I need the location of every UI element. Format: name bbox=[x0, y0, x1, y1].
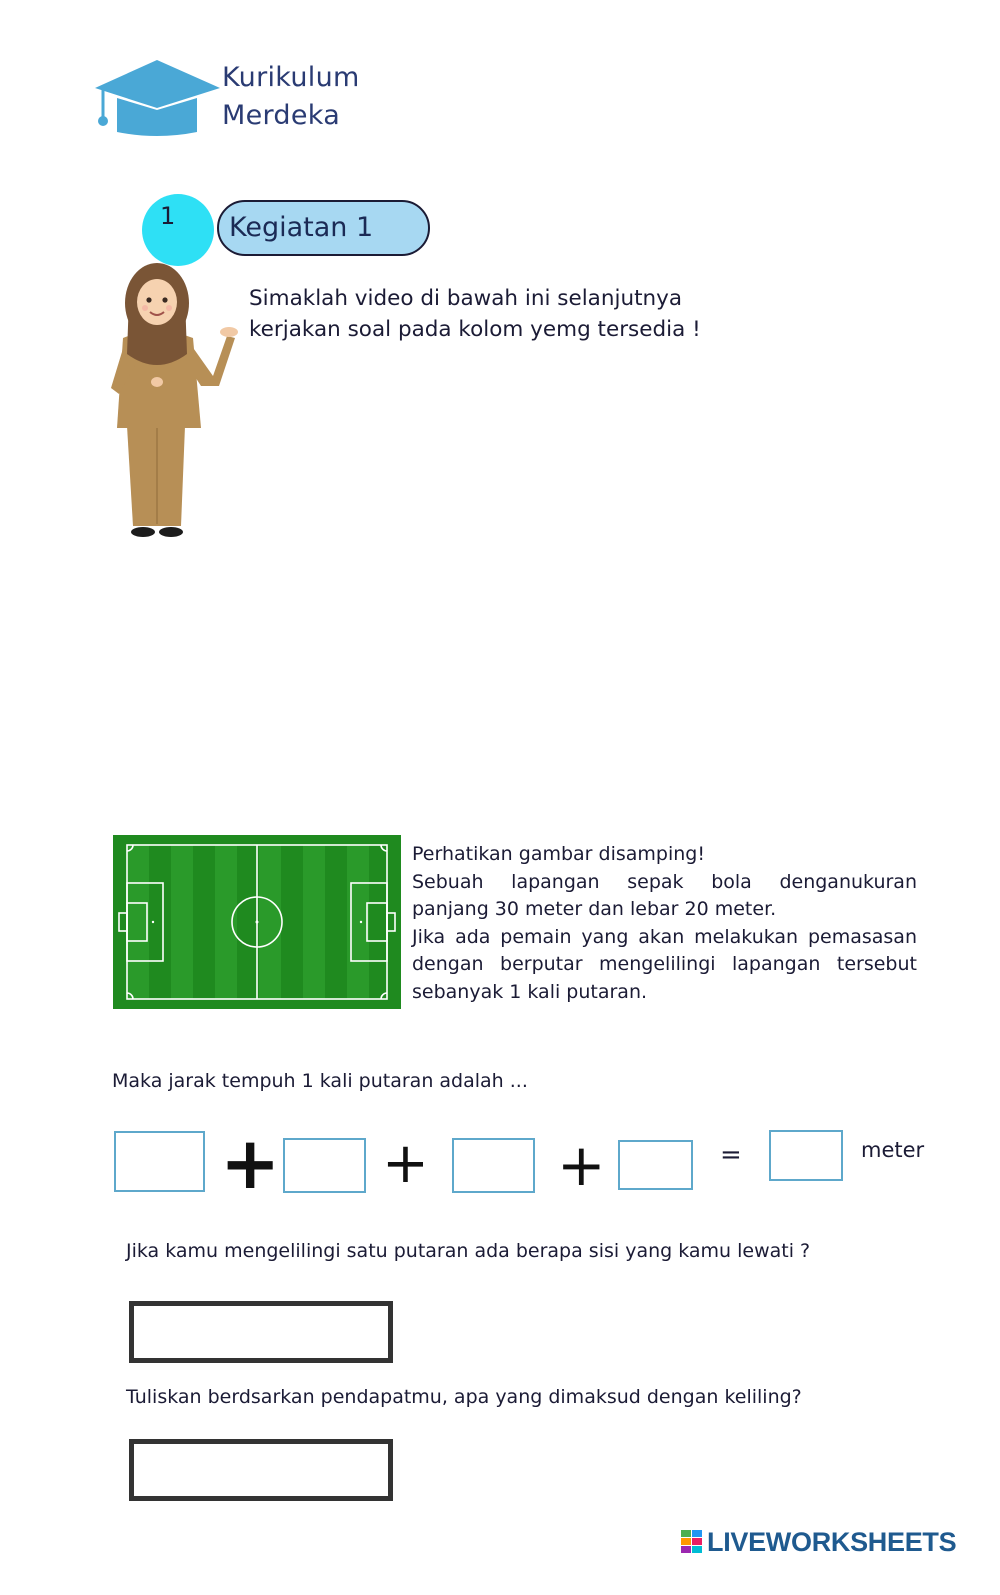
problem-paragraph bbox=[412, 841, 917, 1006]
equals-sign: = bbox=[720, 1140, 742, 1170]
activity-number-circle bbox=[142, 194, 214, 266]
liveworksheets-brand[interactable]: LIVEWORKSHEETS bbox=[707, 1527, 957, 1557]
perimeter-question: Tuliskan berdsarkan pendapatmu, apa yang dimaksud dengan keliling? bbox=[126, 1386, 802, 1408]
activity-number: 1 bbox=[160, 202, 176, 230]
distance-question: Maka jarak tempuh 1 kali putaran adalah ... bbox=[112, 1070, 528, 1092]
problem-line-2: Sebuah lapangan sepak bola denganukuran bbox=[412, 870, 917, 893]
problem-line-4: Jika ada pemain yang akan melakukan pemasasan bbox=[412, 925, 917, 948]
plus-sign-3: + bbox=[557, 1131, 606, 1199]
plus-sign-2: + bbox=[382, 1131, 429, 1196]
graduation-cap-icon bbox=[95, 60, 225, 140]
sides-question: Jika kamu mengelilingi satu putaran ada berapa sisi yang kamu lewati ? bbox=[126, 1240, 811, 1262]
plus-sign-1: + bbox=[220, 1121, 281, 1205]
instruction-line-1: Simaklah video di bawah ini selanjutnya bbox=[249, 286, 683, 311]
answer-box-3[interactable] bbox=[452, 1138, 535, 1193]
answer-box-1[interactable] bbox=[114, 1131, 205, 1192]
answer-box-2[interactable] bbox=[283, 1138, 366, 1193]
instruction-line-2: kerjakan soal pada kolom yemg tersedia ! bbox=[249, 317, 701, 342]
perimeter-answer-box[interactable] bbox=[129, 1439, 393, 1501]
brand-title-line-1: Kurikulum bbox=[222, 62, 360, 93]
problem-line-5: dengan berputar mengelilingi lapangan tersebut bbox=[412, 953, 917, 975]
problem-line-1: Perhatikan gambar disamping! bbox=[412, 843, 705, 865]
soccer-field-image bbox=[113, 835, 401, 1009]
sides-answer-box[interactable] bbox=[129, 1301, 393, 1363]
activity-title: Kegiatan 1 bbox=[229, 212, 374, 243]
teacher-illustration bbox=[105, 258, 245, 540]
problem-line-3: panjang 30 meter dan lebar 20 meter. bbox=[412, 898, 777, 920]
answer-box-total[interactable] bbox=[769, 1130, 843, 1181]
liveworksheets-logo-icon bbox=[681, 1530, 703, 1554]
problem-line-6: sebanyak 1 kali putaran. bbox=[412, 980, 648, 1003]
unit-label: meter bbox=[861, 1138, 925, 1162]
answer-box-4[interactable] bbox=[618, 1140, 693, 1190]
brand-title-line-2: Merdeka bbox=[222, 100, 341, 131]
